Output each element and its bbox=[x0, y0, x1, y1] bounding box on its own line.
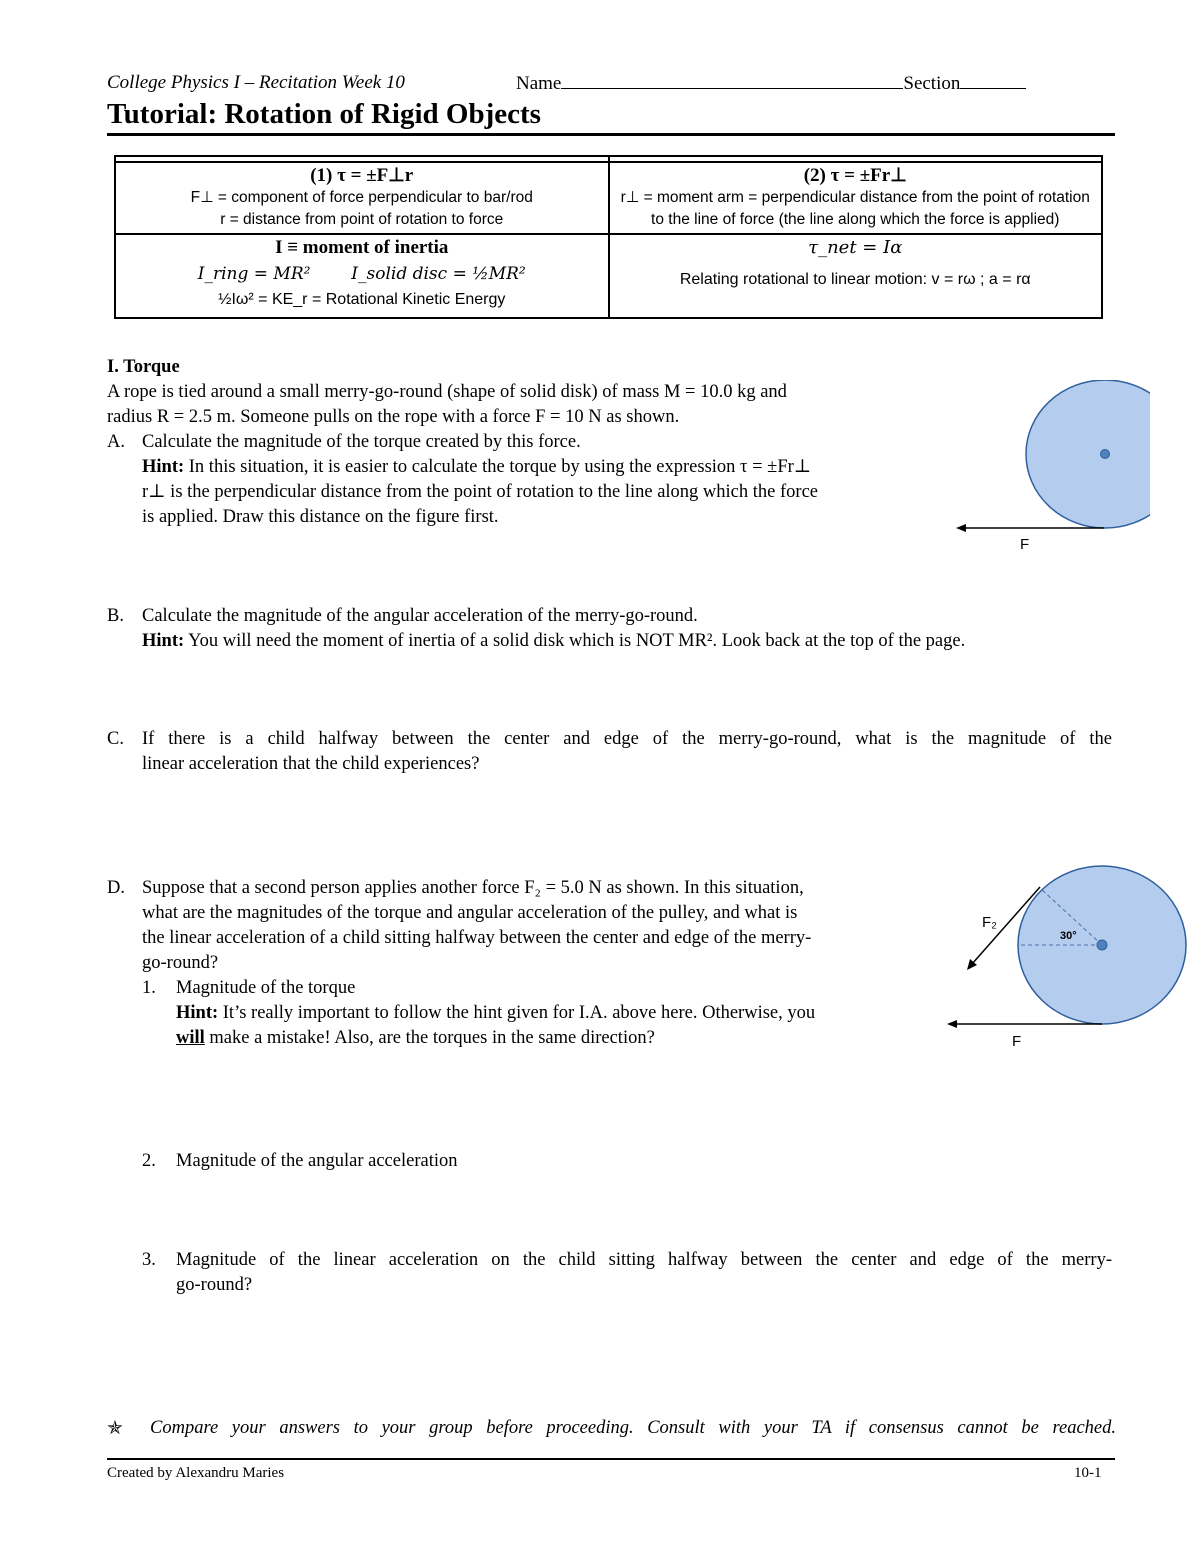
part-a-hint-line-1: In this situation, it is easier to calculate the torque by using the expression τ = ±Fr⊥ bbox=[188, 457, 812, 477]
formula-cell-torque-perp-force bbox=[115, 162, 609, 234]
hint-label: Hint: bbox=[176, 1003, 219, 1023]
formula-cell-moment-of-inertia bbox=[115, 234, 609, 318]
closing-note: Compare your answers to your group before proceeding. Consult with your TA if consensus cannot be reached. bbox=[150, 1418, 1116, 1438]
section-blank[interactable] bbox=[960, 72, 1026, 89]
part-c-line-1: If there is a child halfway between the center and edge of the merry-go-round, what is the magnitude of the bbox=[142, 729, 1112, 749]
part-d-line-4: go-round? bbox=[142, 953, 219, 973]
formula-1-line-2: r = distance from point of rotation to force bbox=[220, 211, 504, 228]
merry-go-round-disk bbox=[1026, 380, 1150, 528]
title-rule bbox=[107, 133, 1115, 136]
name-blank[interactable] bbox=[561, 72, 903, 89]
part-d1-label: 1. bbox=[142, 978, 156, 998]
inertia-heading: I ≡ moment of inertia bbox=[275, 237, 449, 258]
part-c-line-2: linear acceleration that the child experiences? bbox=[142, 754, 480, 774]
formula-2-line-2: to the line of force (the line along which the force is applied) bbox=[651, 211, 1060, 228]
will-emphasis: will bbox=[176, 1028, 205, 1048]
formula-1-heading: (1) τ = ±F⊥r bbox=[310, 165, 414, 186]
part-d3-line-2: go-round? bbox=[176, 1275, 253, 1295]
part-d3-line-1: Magnitude of the linear acceleration on the child sitting halfway between the center and edge of the merry- bbox=[176, 1250, 1112, 1270]
force-label: F bbox=[1012, 1033, 1022, 1050]
star-icon: ✯ bbox=[107, 1418, 123, 1439]
course-header: College Physics I – Recitation Week 10 bbox=[107, 72, 405, 93]
part-d-line-3: the linear acceleration of a child sitting halfway between the center and edge of the merry- bbox=[142, 928, 812, 948]
force-arrowhead bbox=[956, 524, 966, 532]
part-d1-hint-line-1: It’s really important to follow the hint given for I.A. above here. Otherwise, you bbox=[222, 1003, 816, 1023]
part-d1-question: Magnitude of the torque bbox=[176, 978, 356, 998]
part-d3-label: 3. bbox=[142, 1250, 156, 1270]
part-c-label: C. bbox=[107, 729, 124, 749]
figure-disk-single-force bbox=[950, 380, 1150, 555]
part-b-hint-text: You will need the moment of inertia of a solid disk which is NOT MR². Look back at the top of the page. bbox=[188, 631, 966, 651]
part-a-question: Calculate the magnitude of the torque created by this force. bbox=[142, 432, 581, 452]
part-a-hint-line-3: is applied. Draw this distance on the figure first. bbox=[142, 507, 499, 527]
intro-line-2: radius R = 2.5 m. Someone pulls on the rope with a force F = 10 N as shown. bbox=[107, 407, 680, 427]
part-d-label: D. bbox=[107, 878, 125, 898]
part-d1-hint-line-2-text: make a mistake! Also, are the torques in the same direction? bbox=[204, 1028, 655, 1048]
rotational-ke: ½Iω² = KE_r = Rotational Kinetic Energy bbox=[218, 291, 506, 308]
part-a-hint-line-2: r⊥ is the perpendicular distance from the point of rotation to the line along which the force bbox=[142, 482, 818, 502]
section-heading-torque: I. Torque bbox=[107, 357, 180, 377]
part-b-question: Calculate the magnitude of the angular acceleration of the merry-go-round. bbox=[142, 606, 698, 626]
part-a-label: A. bbox=[107, 432, 125, 452]
rotational-linear-relation: Relating rotational to linear motion: v = rω ; a = rα bbox=[679, 271, 1031, 288]
footer-rule bbox=[107, 1458, 1115, 1460]
formula-table bbox=[114, 155, 1103, 319]
name-section-line bbox=[516, 72, 1026, 95]
intro-line-1: A rope is tied around a small merry-go-round (shape of solid disk) of mass M = 10.0 kg and bbox=[107, 382, 787, 402]
formula-2-heading: (2) τ = ±Fr⊥ bbox=[803, 165, 907, 186]
inertia-ring: I_ring = MR² bbox=[197, 264, 311, 284]
footer-author: Created by Alexandru Maries bbox=[107, 1465, 285, 1481]
rotation-center-dot bbox=[1101, 450, 1110, 459]
force-label: F bbox=[1020, 536, 1030, 553]
page-number: 10-1 bbox=[1074, 1465, 1102, 1481]
page-title: Tutorial: Rotation of Rigid Objects bbox=[107, 98, 541, 130]
net-torque-heading: τ_net = Iα bbox=[808, 237, 903, 258]
part-b-label: B. bbox=[107, 606, 124, 626]
section-label: Section bbox=[903, 73, 961, 94]
formula-cell-torque-moment-arm bbox=[609, 162, 1103, 234]
rotation-center-dot bbox=[1097, 940, 1107, 950]
part-d2-question: Magnitude of the angular acceleration bbox=[176, 1151, 458, 1171]
part-d1-hint-line-2 bbox=[176, 1026, 655, 1051]
force-arrowhead bbox=[947, 1020, 957, 1028]
hint-label: Hint: bbox=[142, 631, 185, 651]
figure-disk-two-forces bbox=[940, 858, 1190, 1058]
angle-label: 30° bbox=[1060, 930, 1077, 942]
name-label: Name bbox=[516, 73, 562, 94]
part-d2-label: 2. bbox=[142, 1151, 156, 1171]
hint-label: Hint: bbox=[142, 457, 185, 477]
inertia-solid-disc: I_solid disc = ½MR² bbox=[351, 264, 526, 284]
part-d-line-2: what are the magnitudes of the torque and angular acceleration of the pulley, and what is bbox=[142, 903, 798, 923]
formula-2-line-1: r⊥ = moment arm = perpendicular distance from the point of rotation bbox=[620, 189, 1090, 206]
f2-label: F₂ bbox=[982, 914, 997, 931]
formula-cell-net-torque bbox=[609, 234, 1103, 318]
part-a-hint bbox=[142, 455, 811, 480]
part-d1-hint bbox=[176, 1001, 922, 1026]
formula-1-line-1: F⊥ = component of force perpendicular to bar/rod bbox=[190, 189, 533, 206]
part-d-line-1: Suppose that a second person applies another force F₂ = 5.0 N as shown. In this situation, bbox=[142, 878, 804, 898]
part-b-hint bbox=[142, 629, 965, 654]
